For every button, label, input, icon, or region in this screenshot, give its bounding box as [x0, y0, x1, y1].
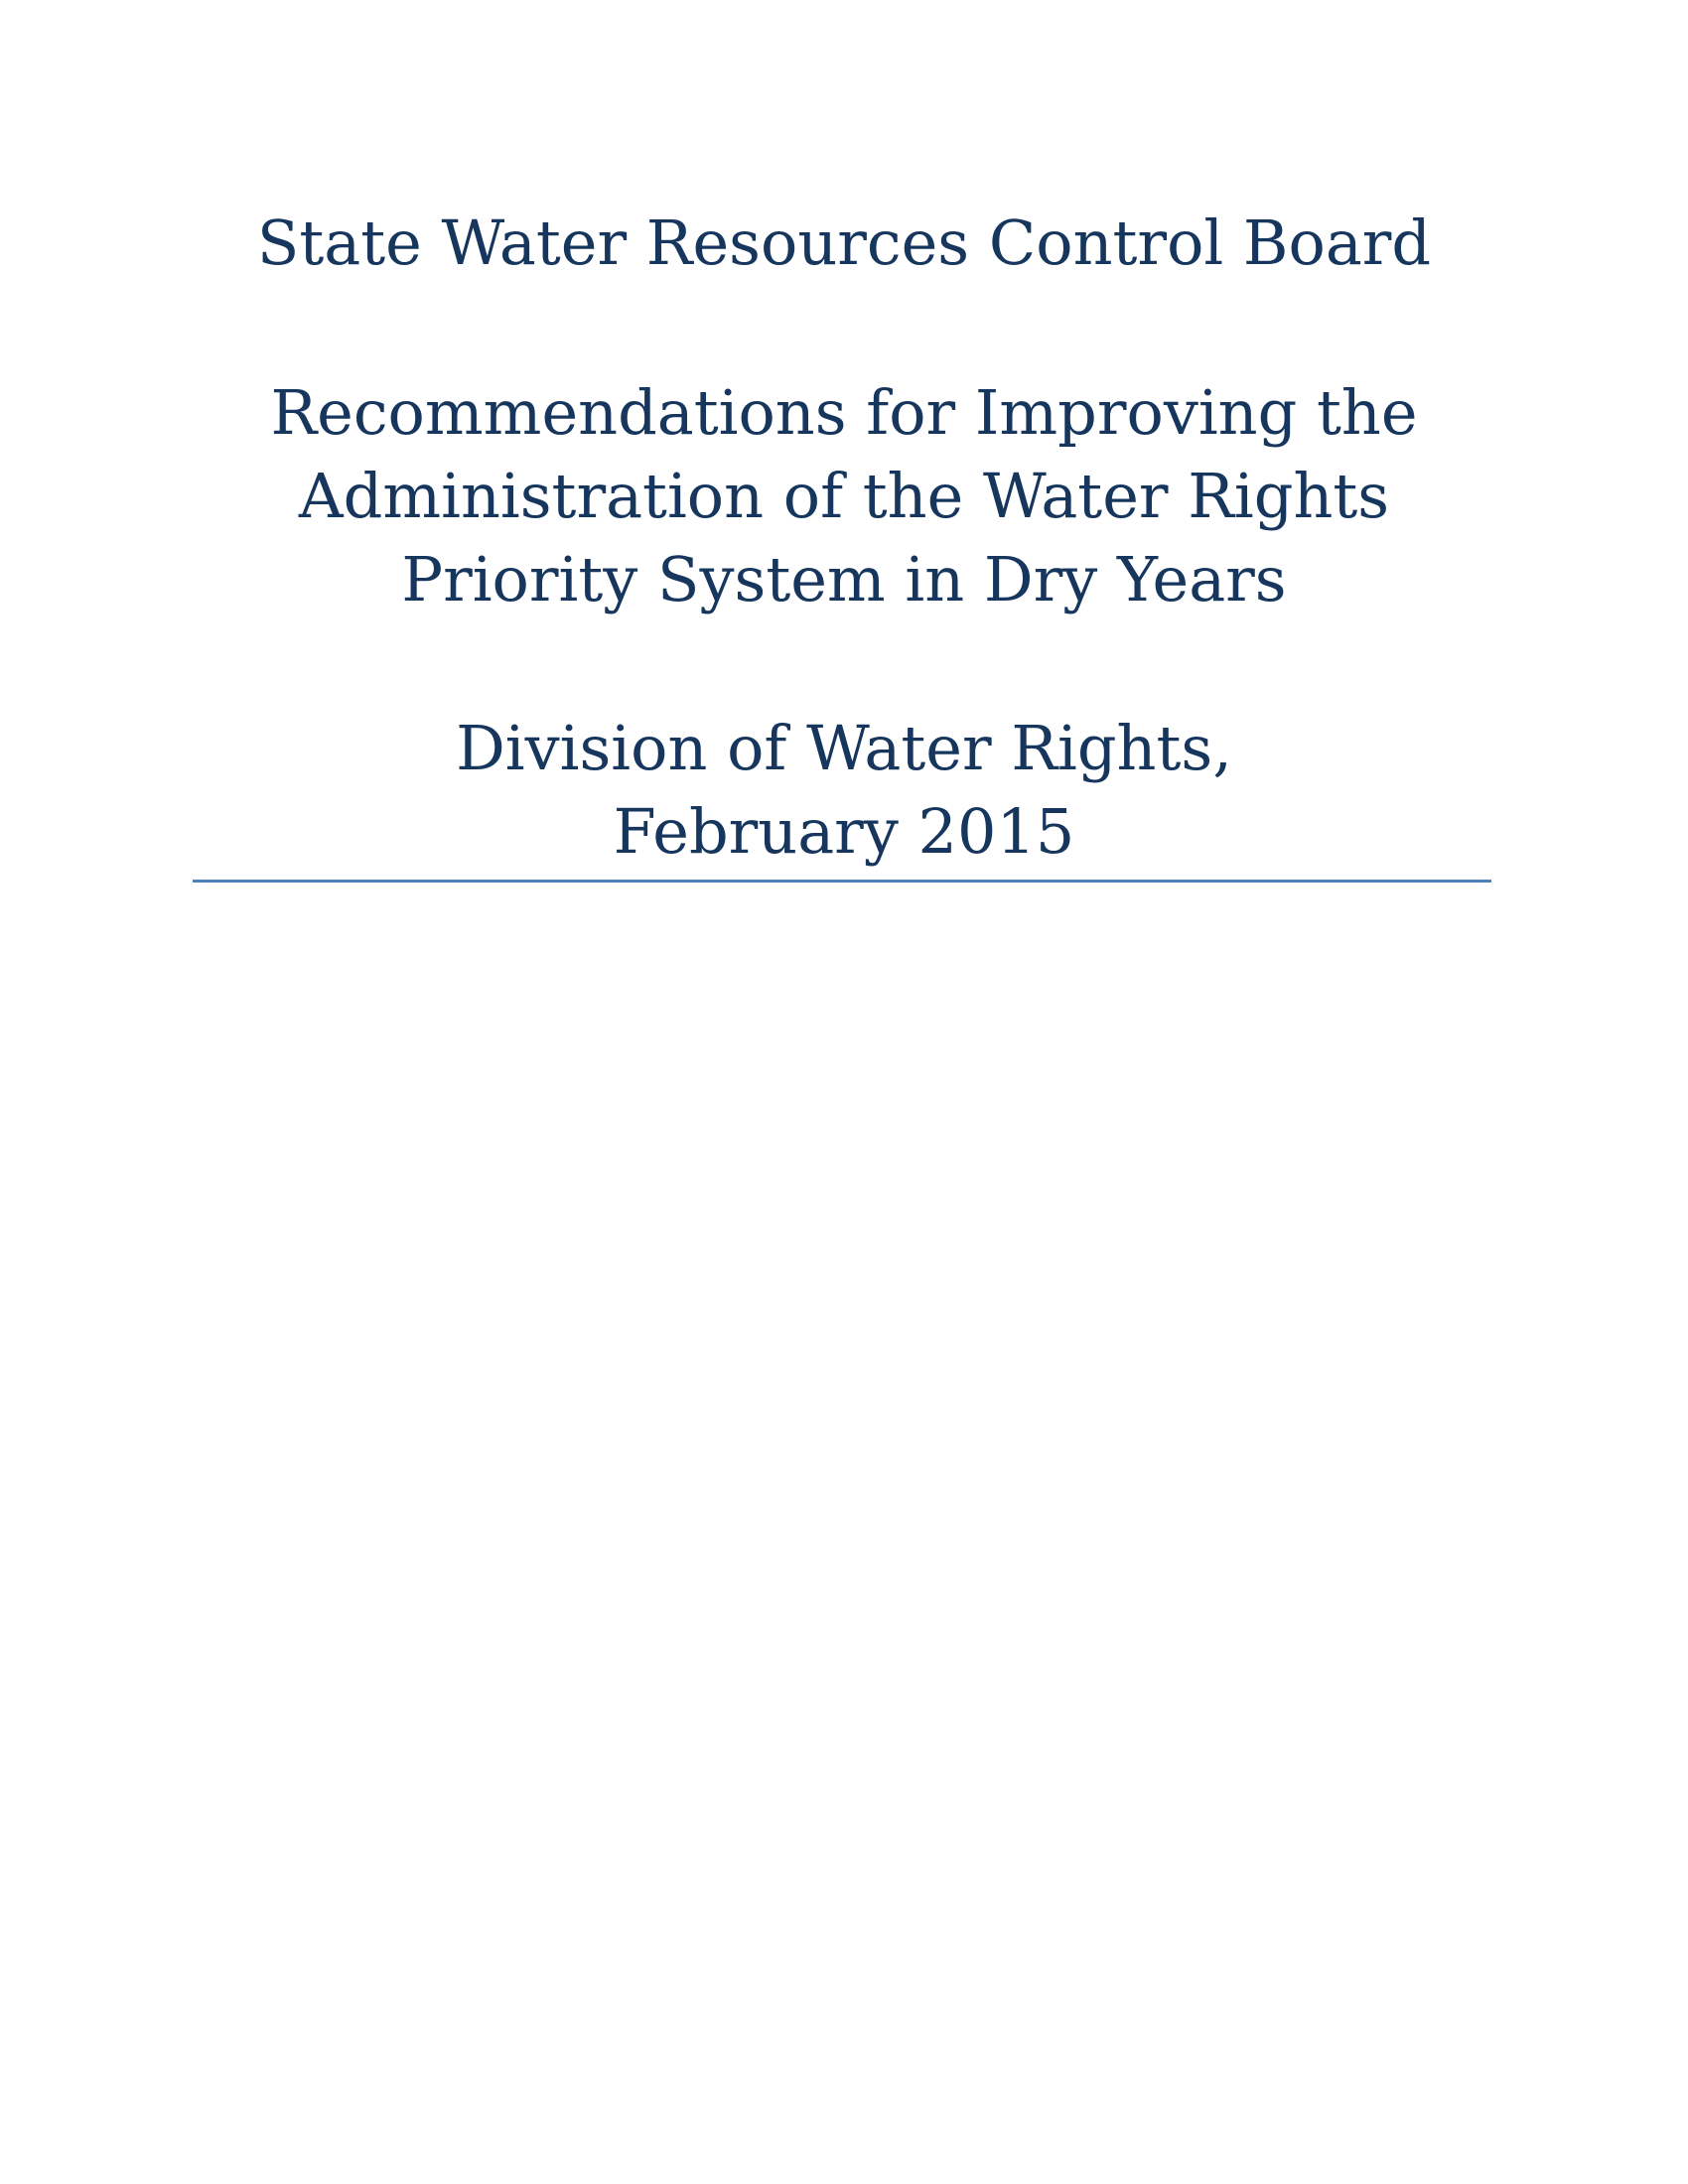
report-title-line-3: Priority System in Dry Years — [401, 543, 1287, 615]
division-and-date — [0, 707, 1688, 874]
title-divider-rule — [193, 880, 1491, 883]
report-title-line-2: Administration of the Water Rights — [298, 460, 1390, 532]
organization-name — [0, 202, 1688, 285]
publication-date: February 2015 — [613, 795, 1075, 868]
organization-name-text: State Water Resources Control Board — [256, 206, 1432, 279]
report-title-line-1: Recommendations for Improving the — [270, 376, 1418, 449]
division-name: Division of Water Rights, — [456, 712, 1232, 784]
report-title — [0, 371, 1688, 621]
